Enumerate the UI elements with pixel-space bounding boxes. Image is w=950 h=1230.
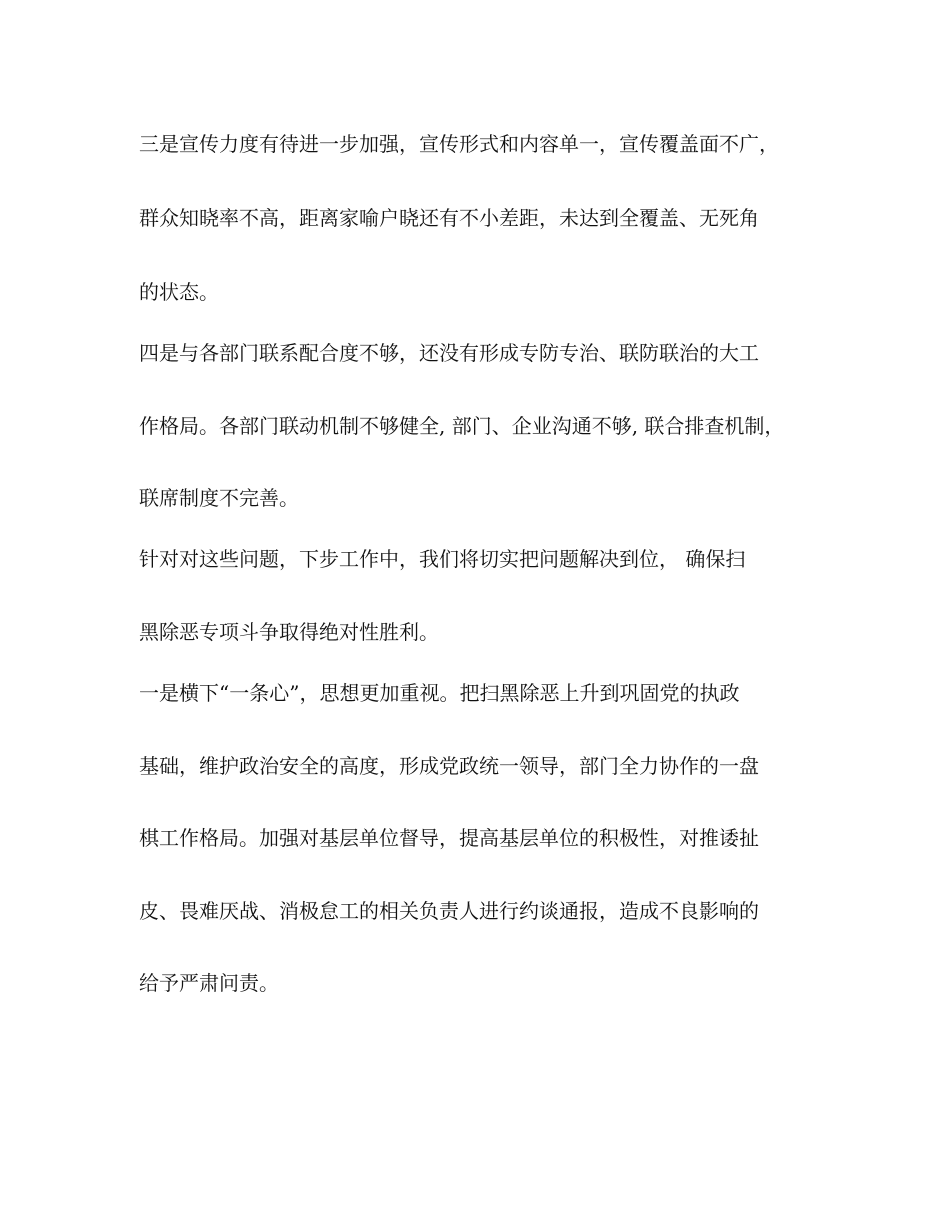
text-line: 基础，维护政治安全的高度，形成党政统一领导，部门全力协作的一盘: [139, 754, 759, 778]
text-line: 联席制度不完善。: [139, 486, 299, 510]
text-line: 三是宣传力度有待进一步加强，宣传形式和内容单一，宣传覆盖面不广，: [139, 132, 779, 156]
text-line: 针对对这些问题，下步工作中，我们将切实把问题解决到位， 确保扫: [139, 547, 746, 571]
text-line: 一是横下“一条心”，思想更加重视。把扫黑除恶上升到巩固党的执政: [139, 681, 740, 705]
text-line: 黑除恶专项斗争取得绝对性胜利。: [139, 620, 439, 644]
text-line: 给予严肃问责。: [139, 971, 279, 995]
text-line: 作格局。各部门联动机制不够健全, 部门、企业沟通不够, 联合排查机制，: [139, 414, 785, 438]
text-line: 四是与各部门联系配合度不够，还没有形成专防专治、联防联治的大工: [139, 341, 759, 365]
text-line: 的状态。: [139, 280, 219, 304]
text-line: 棋工作格局。加强对基层单位督导，提高基层单位的积极性，对推诿扯: [139, 826, 759, 850]
text-line: 群众知晓率不高，距离家喻户晓还有不小差距，未达到全覆盖、无死角: [139, 206, 759, 230]
text-line: 皮、畏难厌战、消极怠工的相关负责人进行约谈通报，造成不良影响的: [139, 899, 759, 923]
